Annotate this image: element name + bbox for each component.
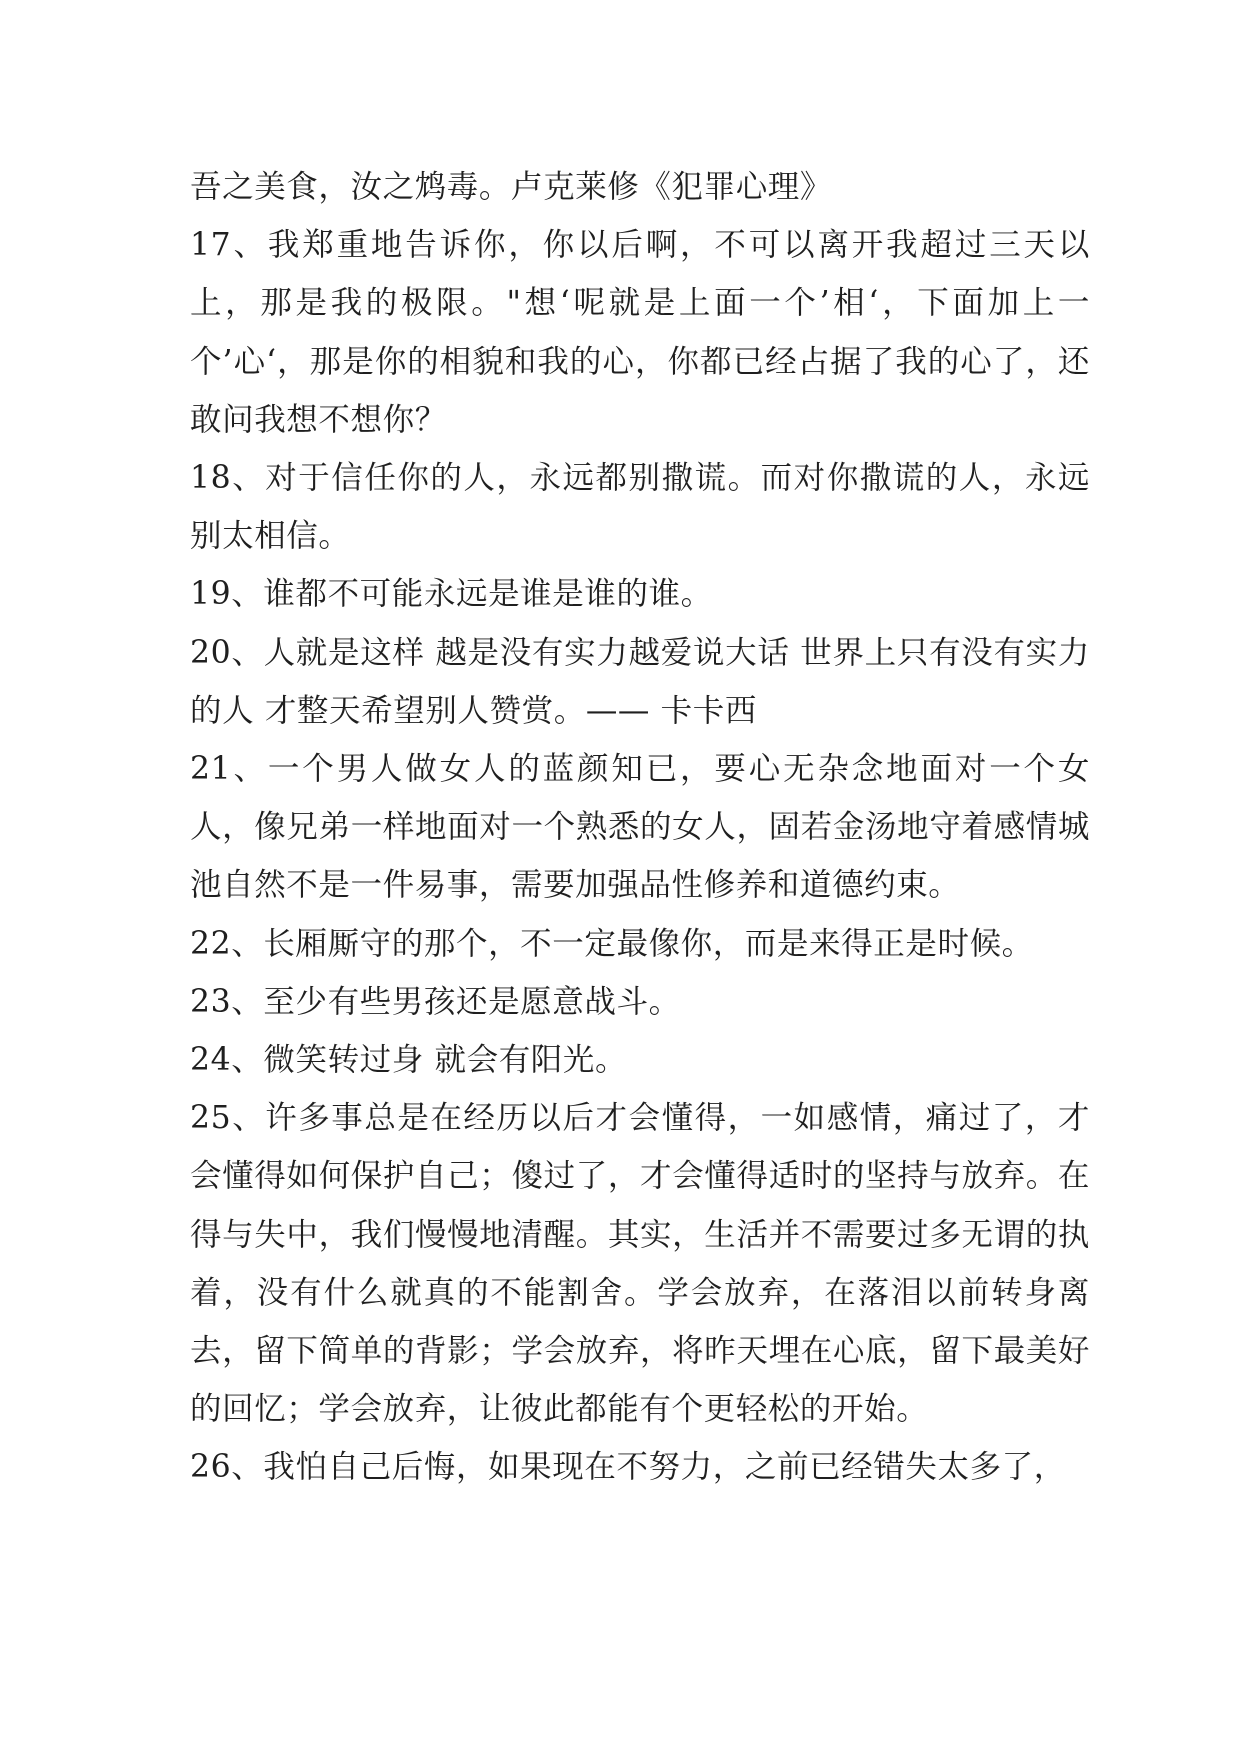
paragraph-18: 18、对于信任你的人，永远都别撒谎。而对你撒谎的人，永远别太相信。 bbox=[190, 460, 1090, 555]
paragraph-23: 23、至少有些男孩还是愿意战斗。 bbox=[190, 983, 681, 1020]
paragraph-17: 17、我郑重地告诉你，你以后啊，不可以离开我超过三天以上，那是我的极限。"想‘呢就是上面一个’相‘，下面加上一个’心‘，那是你的相貌和我的心，你都已经占据了我的心了，还敢问我想不想你？ bbox=[190, 227, 1090, 438]
paragraph-25: 25、许多事总是在经历以后才会懂得，一如感情，痛过了，才会懂得如何保护自己；傻过了，才会懂得适时的坚持与放弃。在得与失中，我们慢慢地清醒。其实，生活并不需要过多无谓的执着，没有什么就真的不能割舍。学会放弃，在落泪以前转身离去，留下简单的背影；学会放弃，将昨天埋在心底，留下最美好的回忆；学会放弃，让彼此都能有个更轻松的开始。 bbox=[190, 1100, 1090, 1428]
paragraph-19: 19、谁都不可能永远是谁是谁的谁。 bbox=[190, 576, 713, 613]
paragraph-20: 20、人就是这样 越是没有实力越爱说大话 世界上只有没有实力的人 才整天希望别人赞赏。—— 卡卡西 bbox=[190, 634, 1090, 729]
paragraph-24: 24、微笑转过身 就会有阳光。 bbox=[190, 1042, 628, 1079]
paragraph-quote-lucretius: 吾之美食，汝之鸩毒。卢克莱修《犯罪心理》 bbox=[190, 169, 833, 205]
paragraph-21: 21、一个男人做女人的蓝颜知已，要心无杂念地面对一个女人，像兄弟一样地面对一个熟悉的女人，固若金汤地守着感情城池自然不是一件易事，需要加强品性修养和道德约束。 bbox=[190, 751, 1090, 904]
paragraph-22: 22、长厢厮守的那个，不一定最像你，而是来得正是时候。 bbox=[190, 925, 1034, 962]
paragraph-26: 26、我怕自己后悔，如果现在不努力，之前已经错失太多了， bbox=[190, 1449, 1066, 1486]
document-body bbox=[190, 158, 1090, 1497]
